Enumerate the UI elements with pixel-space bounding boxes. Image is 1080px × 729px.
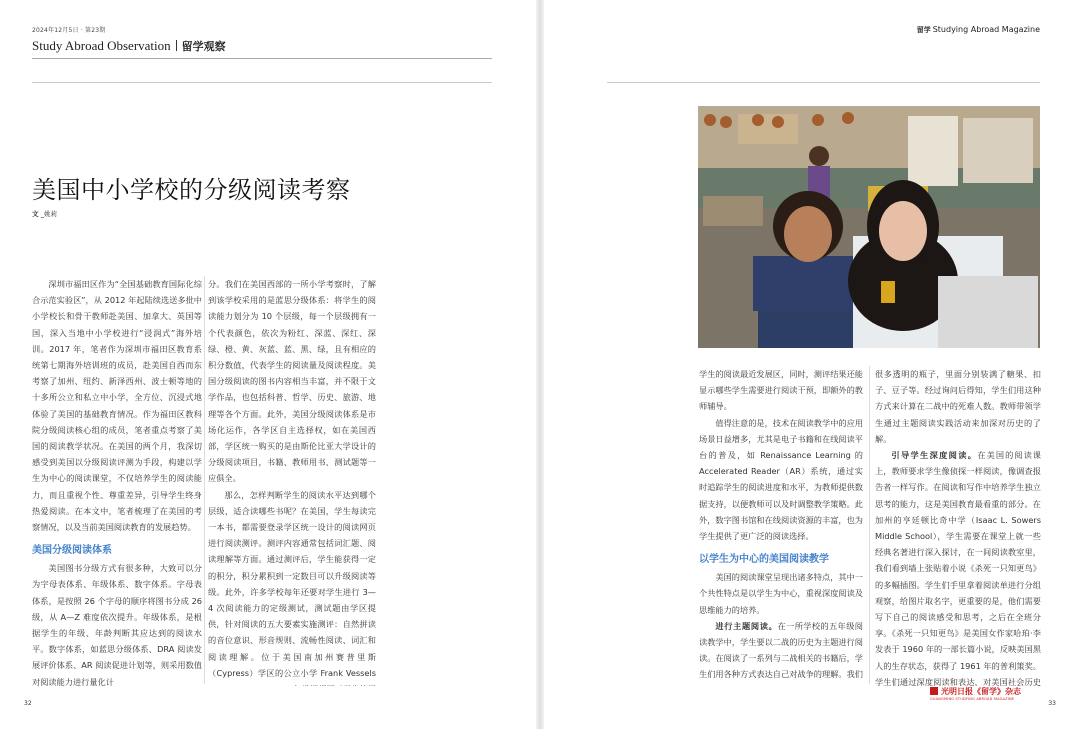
- paragraph: 学生的阅读最近发展区，同时，测评结果还能显示哪些学生需要进行阅读干预，即额外的教师辅导。: [699, 369, 863, 412]
- magazine-mark: 留学: [916, 26, 931, 34]
- header-rule: [32, 58, 492, 59]
- paragraph-body: 在美国的阅读课上，教师要求学生像侦探一样阅读，像调查报告者一样写作。在阅读和写作中培养学生独立思考的能力，这是美国教育最看重的部分。在加州的亨廷顿比奇中学（Isaac L. Sowers Middle School），学生需要在课堂上就一些经典名著进行深入探讨，在一间阅读教室里，我们看到墙上张贴着小说《杀死一只知更鸟》的多幅插图。学生们手里拿着阅读单进行分组观察，给图片取名字，更重要的是，他们需要写下自己的阅读感受和思考，之后在全班分享。《杀死一只知更鸟》是美国女作家哈珀·李发表于 1960 年的一部长篇小说，反映美国黑人的生存状态，获得了 1961 年的普利策奖。学生们通过深度阅读和表达，对美国社会历史: [875, 450, 1041, 686]
- text-column-4: [875, 366, 1041, 686]
- logo-icon: [930, 687, 938, 695]
- paragraph: 美国图书分级方式有很多种，大致可以分为字母表体系、年级体系、数字体系。字母表体系，是按照 26 个字母的顺序将图书分成 26 级，从 A—Z 难度依次提升。年级体系，是根据学生的年级、年龄判断其应达到的阅读水平。数字体系，如蓝思分级体系、DRA 阅读发展评价体系、AR 阅读促进计划等，则采用数值对阅读能力进行量化计: [32, 563, 202, 686]
- text-column-1: [32, 276, 202, 686]
- byline-author: 姚莉: [44, 210, 58, 218]
- paragraph: 美国的阅读课堂呈现出诸多特点，其中一个共性特点是以学生为中心，重视深度阅读及思维能力的培养。: [699, 572, 863, 615]
- byline-label: 文 _: [32, 210, 45, 218]
- column-divider: [204, 276, 205, 684]
- logo-en: GUANGMING STUDYING ABROAD MAGAZINE: [930, 697, 1015, 701]
- magazine-name: Studying Abroad Magazine: [932, 25, 1040, 34]
- section-heading-grading-system: 美国分级阅读体系: [32, 545, 112, 557]
- paragraph: [875, 447, 1041, 686]
- classroom-photo-illustration: [698, 106, 1040, 348]
- page-number-left: 32: [24, 700, 32, 707]
- divider-rule-right: [607, 82, 1040, 83]
- paragraph: 那么，怎样判断学生的阅读水平达到哪个层级，适合读哪些书呢？在美国，学生每读完一本书，都需要登录学区统一设计的阅读网页进行阅读测评。测评内容通常包括词汇题、阅读理解等方面。通过测评后，学生能获得一定的积分，积分累积到一定数目可以升级阅读等级。此外，许多学校每年还要对学生进行 3—4 次阅读能力的定级测试，测试题由学区提供，针对阅读的五大要素实施测评：自然拼读的音位意识、形音规则、流畅性阅读、词汇和阅读理解。位于美国南加州赛普里斯（Cypress）学区的公立小学 Frank Vessels: [208, 489, 376, 678]
- classroom-photo: [698, 106, 1040, 348]
- column-divider: [869, 366, 870, 684]
- paragraph: 很多透明的瓶子，里面分别装满了糖果、扣子、豆子等。经过询问后得知，学生们用这种方式来计算在二战中的死难人数。教师带领学生通过主题阅读实践活动来加深对历史的了解。: [875, 369, 1041, 444]
- paragraph: 值得注意的是，技术在阅读教学中的应用场景日益增多，尤其是电子书籍和在线阅读平台的普及，如 Renaissance Learning 的 Accelerated Reader（AR）系统，通过实时追踪学生的阅读进度和水平，为教师提供数据支持，以便教师可以及时调整教学策略。此外，数字图书馆和在线阅读资源的丰富，也为学生提供了更广泛的阅读选择。: [699, 417, 863, 542]
- section-heading-student-centered: 以学生为中心的美国阅读教学: [699, 554, 829, 566]
- text-column-2: [208, 276, 376, 686]
- article-title: 美国中小学校的分级阅读考察: [32, 176, 351, 204]
- paragraph: 分。我们在美国西部的一所小学考察时，了解到该学校采用的是蓝思分级体系：将学生的阅读能力划分为 10 个层级，每一个层级拥有一个代表颜色，依次为粉红、深蓝、深红、深绿、橙、黄、灰蓝、蓝、黑、绿，且有相应的积分数值，代表学生的阅读量及阅读程度。美国分级阅读的图书内容相当丰富，并不限于文学作品，也包括科普、哲学、历史、旅游、地理等各个方面。此外，美国分级阅读体系是市场化运作，各学区自主选择权，如在美国西部，学区统一购买的是由斯伦比亚大学设计的分级阅读项目，书籍、教师用书、测试题等一应俱全。: [208, 279, 376, 484]
- issue-line: 2024年12月5日 · 第23期: [32, 27, 106, 34]
- page-gutter: [536, 0, 544, 729]
- title-separator: [176, 40, 177, 51]
- paragraph: [699, 618, 863, 686]
- magazine-logo: [930, 686, 1040, 700]
- paragraph-body: 在一所学校的五年级阅读教学中，学生要以二战的历史为主题进行阅读。在阅读了一系列与二战相关的书籍后，学生们用各种方式表达自己对战争的理解。我们: [699, 620, 863, 680]
- text-column-3: [699, 366, 863, 686]
- paragraph-lead: 引导学生深度阅读。: [891, 450, 978, 461]
- paragraph-lead: 进行主题阅读。: [715, 620, 778, 631]
- column-title-en: Study Abroad Observation: [32, 38, 171, 53]
- page-number-right: 33: [1048, 700, 1056, 707]
- column-title-cn: 留学观察: [181, 41, 226, 53]
- divider-rule-left: [32, 82, 492, 83]
- byline: [32, 209, 57, 218]
- magazine-header: [917, 25, 1040, 35]
- column-title: [32, 38, 226, 54]
- logo-cn: 光明日报《留学》杂志: [941, 687, 1021, 696]
- intro-paragraph: 深圳市福田区作为“全国基础教育国际化综合示范实验区”，从 2012 年起陆续选送多批中小学校长和骨干教师赴美国、加拿大、英国等国，深入当地中小学校进行“浸润式”海外培训。2017 年，笔者作为深圳市福田区教育系统第七期海外培训班的成员，赴美国自西而东考察了加州、纽约、新泽西州、波士顿等地的十多所公立和私立中小学，全方位、沉浸式地体验了美国的基础教育情况。作为福田区教科院分级阅读核心组的成员，笔者重点考察了美国的阅读教学状况。在美国的两个月，我深切感受到美国以分级阅读评测为手段，构建以学生为中心的阅读课堂，不仅培养学生的阅读能力，而且重视个性、尊重差异，引导学生终身热爱阅读。在本文中，笔者梳理了在美国的考察情况，以及当前美国阅读教育的发展趋势。: [32, 279, 202, 533]
